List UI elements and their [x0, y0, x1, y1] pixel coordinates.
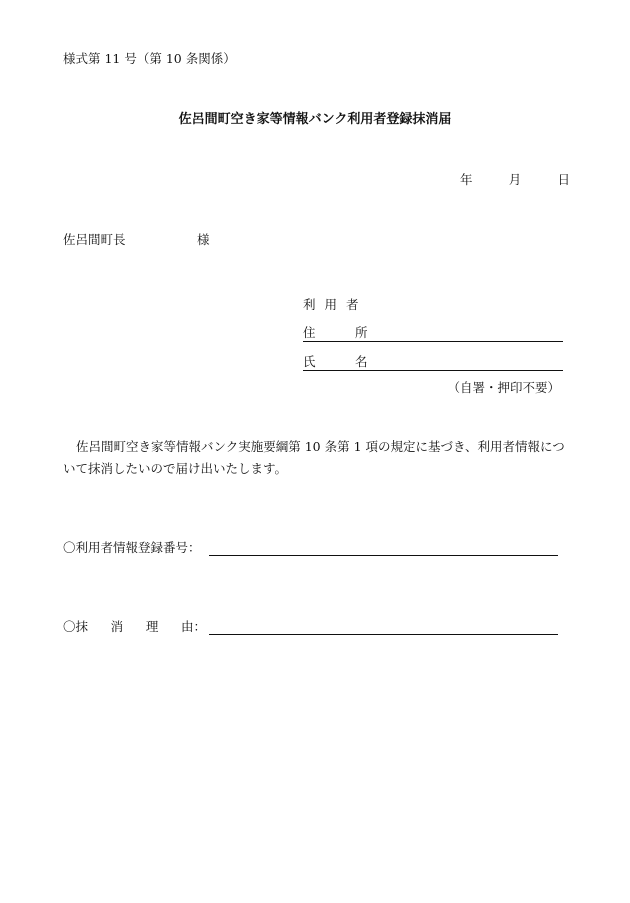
addressee-honorific: 様 — [197, 232, 210, 247]
document-title: 佐呂間町空き家等情報バンク利用者登録抹消届 — [178, 112, 452, 127]
reason-char-2: 消 — [110, 619, 124, 634]
date-row — [460, 170, 570, 188]
date-day: 日 — [557, 172, 570, 187]
reason-field[interactable] — [209, 634, 558, 635]
reason-char-4: 由 — [180, 619, 194, 634]
name-label-1: 氏 — [303, 354, 316, 369]
registration-number-field[interactable] — [209, 555, 558, 556]
body-paragraph: 佐呂間町空き家等情報バンク実施要綱第 10 条第 1 項の規定に基づき、利用者情報について抹消したいので届け出いたします。 — [63, 439, 565, 476]
address-label-2: 所 — [355, 325, 368, 340]
date-month: 月 — [508, 172, 522, 187]
reason-label — [63, 617, 206, 635]
reason-char-1: 抹 — [75, 619, 89, 634]
date-year: 年 — [460, 172, 473, 187]
name-field[interactable] — [303, 352, 563, 371]
addressee — [63, 230, 210, 248]
circle-mark: 〇 — [63, 540, 76, 555]
address-label-1: 住 — [303, 325, 316, 340]
address-field[interactable] — [303, 323, 563, 342]
circle-mark: 〇 — [63, 619, 76, 634]
name-label-2: 名 — [355, 354, 368, 369]
form-number: 様式第 11 号（第 10 条関係） — [63, 51, 236, 66]
signature-note: （自署・押印不要） — [447, 380, 560, 395]
colon: ： — [188, 540, 201, 555]
reason-item — [63, 617, 558, 635]
applicant-heading: 利用者 — [303, 297, 368, 312]
colon: ： — [193, 619, 207, 634]
registration-number-text: 利用者情報登録番号 — [75, 540, 189, 555]
addressee-name: 佐呂間町長 — [63, 232, 126, 247]
registration-number-item — [63, 538, 558, 556]
registration-number-label — [63, 538, 201, 556]
reason-char-3: 理 — [145, 619, 159, 634]
